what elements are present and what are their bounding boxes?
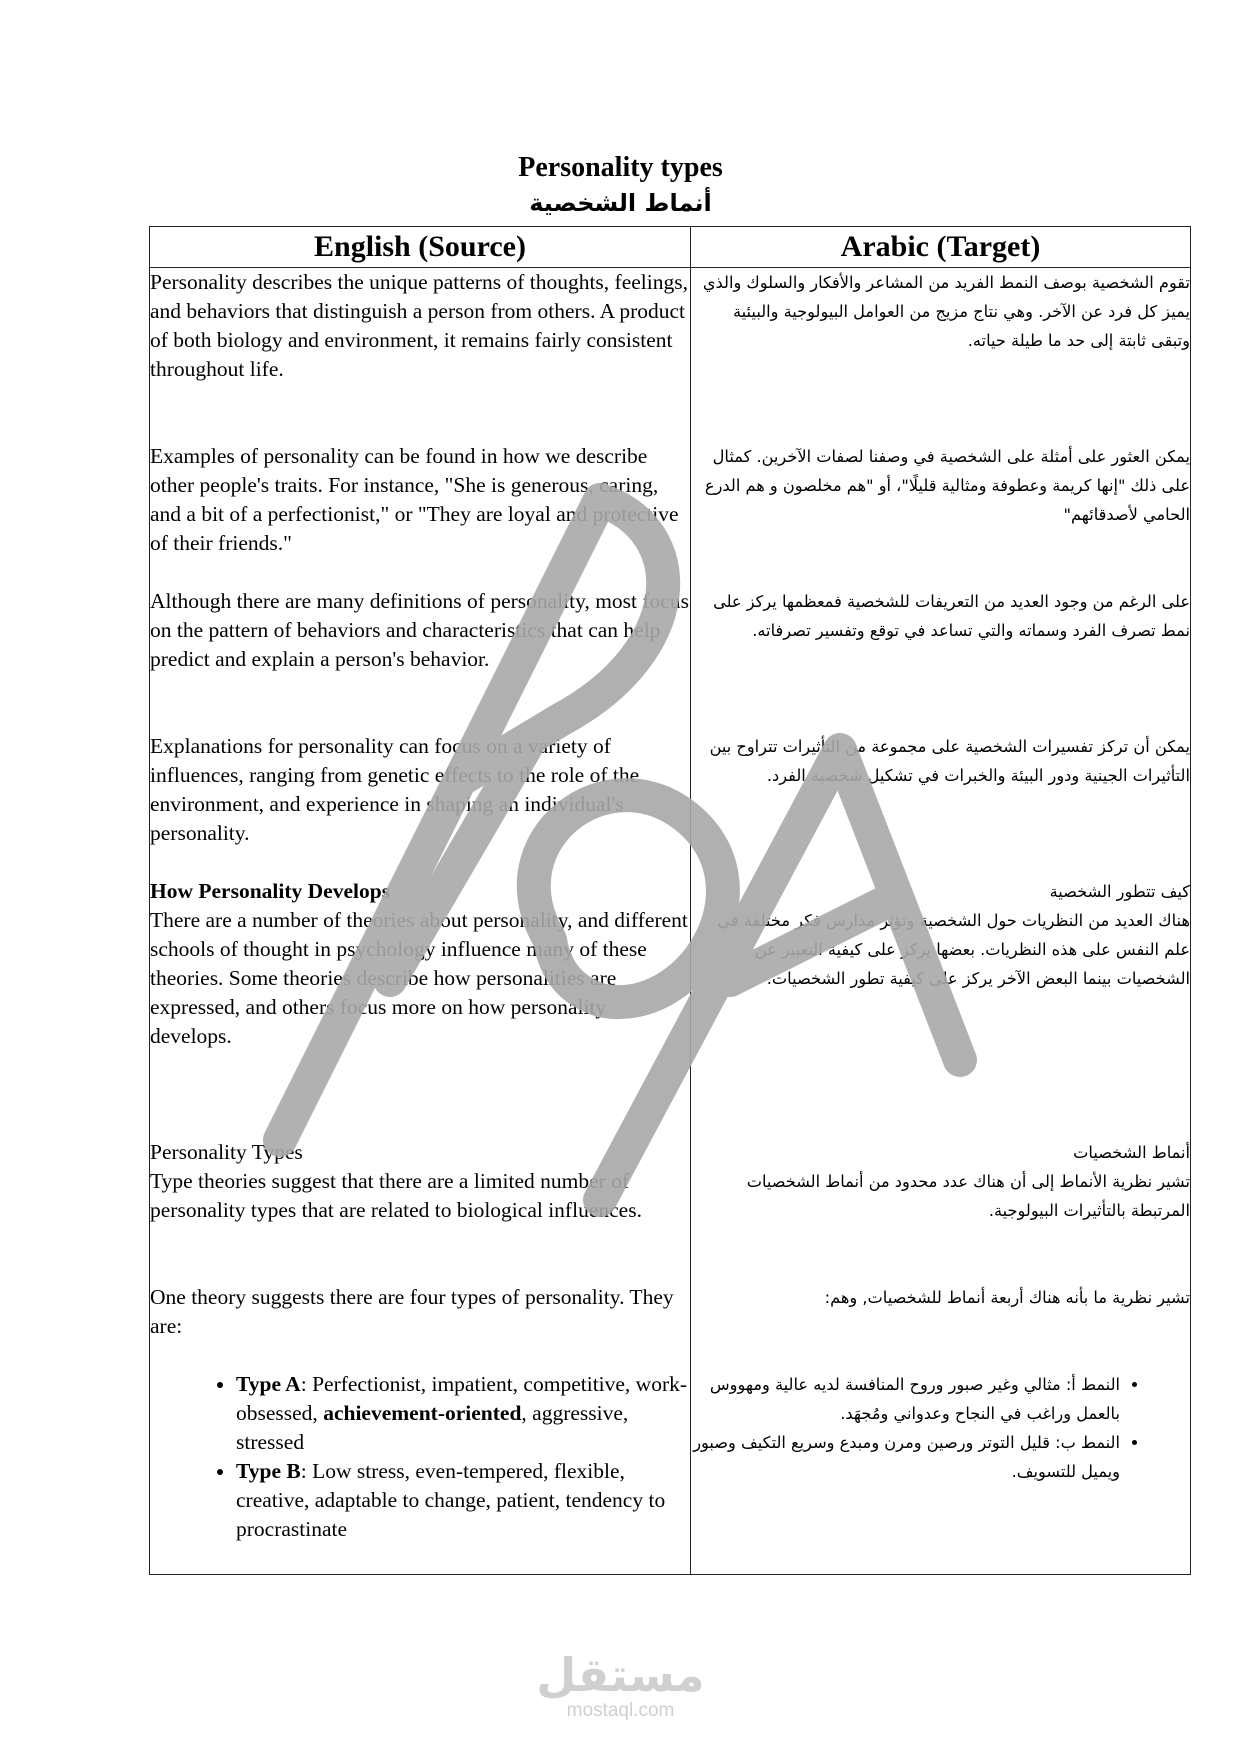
type-b-text: : Low stress, even-tempered, flexible, creative, adaptable to change, patient, tendency to procrastinate: [236, 1459, 666, 1541]
list-item: [236, 1370, 690, 1457]
type-a-label: Type A: [236, 1372, 301, 1396]
ar-heading-develops: كيف تتطور الشخصية: [1049, 882, 1190, 901]
table-body-row: [150, 268, 1191, 1575]
type-b-label: Type B: [236, 1459, 301, 1483]
en-paragraph-5: There are a number of theories about personality, and different schools of thought in psychology influence many of these theories. Some theories describe how personalities are expressed, and others focus more on how personality develops.: [150, 908, 688, 1048]
type-a-text-end: , aggressive, stressed: [236, 1401, 629, 1454]
list-item: [236, 1457, 690, 1544]
ar-paragraph-2: يمكن العثور على أمثلة على الشخصية في وصفنا لصفات الآخرين. كمثال على ذلك "إنها كريمة وعطوفة ومثالية قليلًا"، أو "هم مخلصون و هم الدرع الحامي لأصدقائهم": [704, 447, 1190, 524]
english-column-header: English (Source): [150, 227, 691, 268]
ar-paragraph-1: تقوم الشخصية بوصف النمط الفريد من المشاعر والأفكار والسلوك والذي يميز كل فرد عن الآخر. وهي نتاج مزيج من العوامل البيولوجية والبيئية وتبقى ثابتة إلى حد ما طيلة حياته.: [702, 273, 1190, 350]
en-paragraph-6: Type theories suggest that there are a limited number of personality types that are related to biological influences.: [150, 1169, 642, 1222]
en-paragraph-2: Examples of personality can be found in how we describe other people's traits. For instance, "She is generous, caring, and a bit of a perfectionist," or "They are loyal and protective of their friends.": [150, 444, 679, 555]
arabic-target-cell: [691, 268, 1191, 1575]
en-type-list: [150, 1370, 690, 1544]
mostaql-url: mostaql.com: [566, 1700, 675, 1721]
watermark-text: ROA: [30, 320, 33, 321]
ar-paragraph-6: تشير نظرية الأنماط إلى أن هناك عدد محدود من أنماط الشخصيات المرتبطة بالتأثيرات البيولوجية.: [746, 1172, 1190, 1220]
en-paragraph-4: Explanations for personality can focus on a variety of influences, ranging from genetic effects to the role of the environment, and experience in shaping an individual's personality.: [150, 734, 640, 845]
ar-paragraph-4: يمكن أن تركز تفسيرات الشخصية على مجموعة من التأثيرات تتراوح بين التأثيرات الجينية ودور البيئة والخبرات في تشكيل شخصية الفرد.: [709, 737, 1190, 785]
en-heading-types: Personality Types: [150, 1140, 303, 1164]
ar-heading-types: أنماط الشخصيات: [1073, 1143, 1190, 1162]
ar-type-list: [691, 1370, 1190, 1486]
en-paragraph-3: Although there are many definitions of personality, most focus on the pattern of behaviors and characteristics that can help predict and explain a person's behavior.: [150, 589, 689, 671]
arabic-column-header: Arabic (Target): [691, 227, 1191, 268]
table-header-row: [150, 227, 1191, 268]
translation-table: [149, 226, 1191, 1575]
ar-paragraph-5: هناك العديد من النظريات حول الشخصية وتؤثر مدارس فكر مختلفة في علم النفس على هذه النظريات. بعضها يركز على كيفية التعبير عن الشخصيات بينما البعض الآخر يركز على كيفية تطور الشخصيات.: [717, 911, 1190, 988]
type-a-text: : Perfectionist, impatient, competitive, work-obsessed,: [236, 1372, 688, 1425]
en-paragraph-7: One theory suggests there are four types of personality. They are:: [150, 1285, 674, 1338]
ar-paragraph-3: على الرغم من وجود العديد من التعريفات للشخصية فمعظمها يركز على نمط تصرف الفرد وسماته والتي تساعد في توقع وتفسير تصرفاته.: [713, 592, 1190, 640]
english-source-cell: [150, 268, 691, 1575]
list-item: • النمط ب: قليل التوتر ورصين ومرن ومبدع وسريع التكيف وصبور ويميل للتسويف.: [691, 1428, 1120, 1486]
en-paragraph-1: Personality describes the unique patterns of thoughts, feelings, and behaviors that distinguish a person from others. A product of both biology and environment, it remains fairly consistent throughout life.: [150, 270, 688, 381]
list-item: • النمط أ: مثالي وغير صبور وروح المنافسة لديه عالية ومهووس بالعمل وراغب في النجاح وعدواني ومُجهَد.: [691, 1370, 1120, 1428]
type-a-bold: achievement-oriented: [323, 1401, 522, 1425]
page-title-arabic: أنماط الشخصية: [529, 189, 712, 217]
page-title: Personality types: [518, 152, 723, 183]
ar-paragraph-7: تشير نظرية ما بأنه هناك أربعة أنماط للشخصيات, وهم:: [824, 1288, 1190, 1307]
mostaql-logo: مستقل: [536, 1648, 705, 1702]
en-heading-develops: How Personality Develops: [150, 879, 391, 903]
